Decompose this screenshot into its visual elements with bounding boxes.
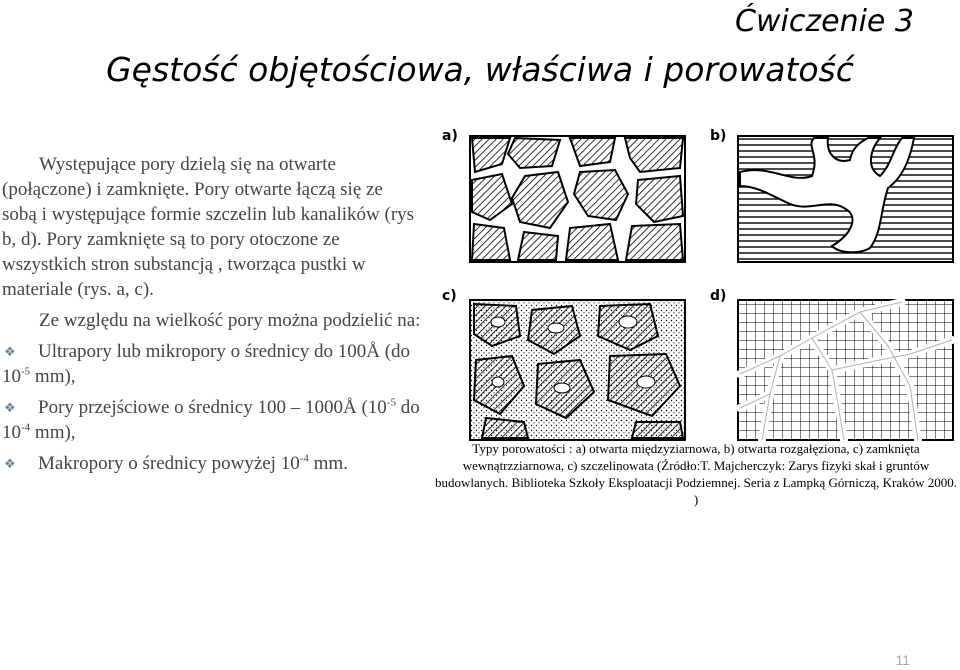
exponent: -5 — [386, 396, 396, 409]
list-item — [2, 451, 422, 476]
list-item — [2, 395, 422, 445]
porosity-diagrams — [440, 124, 960, 444]
bullet-text: Makropory o średnicy powyżej 10 — [38, 453, 300, 474]
bullet-text: mm. — [308, 453, 348, 474]
body-text — [2, 152, 422, 476]
list-item — [2, 339, 422, 389]
exponent: -4 — [21, 421, 31, 434]
diagram-c — [470, 300, 685, 440]
bullet-text: mm), — [30, 422, 76, 443]
diamond-bullet-icon: ❖ — [4, 456, 16, 471]
paragraph-pore-size-intro: Ze względu na wielkość pory można podzielić na: — [39, 310, 421, 331]
slide-title: Gęstość objętościowa, właściwa i porowatość — [106, 50, 854, 89]
exponent: -5 — [21, 365, 31, 378]
diamond-bullet-icon: ❖ — [4, 400, 16, 415]
figure-label-b: b) — [710, 128, 727, 144]
exponent: -4 — [299, 452, 309, 465]
porosity-figure — [440, 124, 960, 444]
diagram-a — [470, 136, 685, 262]
figure-caption: Typy porowatości : a) otwarta międzyziarnowa, b) otwarta rozgałęziona, c) zamknięta wewnątrzziarnowa, c) szczelinowata (Źródło:T. Majcherczyk: Zarys fizyki skał i gruntów budowlanych. Biblioteka Szkoły Eksploatacji Podziemnej. Seria z Lampką Górniczą, Kraków 2000. ) — [434, 441, 958, 507]
figure-label-a: a) — [442, 128, 458, 144]
figure-label-c: c) — [442, 288, 457, 304]
figure-label-d: d) — [710, 288, 727, 304]
bullet-text: Ultrapory lub mikropory o średnicy do 100Å (do 10 — [2, 341, 411, 387]
bullet-text: Pory przejściowe o średnicy 100 – 1000Å (10 — [38, 397, 387, 418]
diagram-d — [738, 300, 953, 440]
bullet-text: do 10 — [2, 397, 420, 443]
paragraph-pore-types: Występujące pory dzielą się na otwarte (połączone) i zamknięte. Pory otwarte łączą się ze sobą i występujące formie szczelin lub kanalików (rys b, d). Pory zamknięte są to pory otoczone ze wszystkich stron substancją , tworząca pustki w materiale (rys. a, c). — [2, 154, 415, 300]
page-number: 11 — [895, 652, 910, 668]
slide-subtitle: Ćwiczenie 3 — [735, 4, 914, 39]
bullet-text: mm), — [30, 366, 76, 387]
diamond-bullet-icon: ❖ — [4, 344, 16, 359]
diagram-b — [738, 136, 953, 262]
